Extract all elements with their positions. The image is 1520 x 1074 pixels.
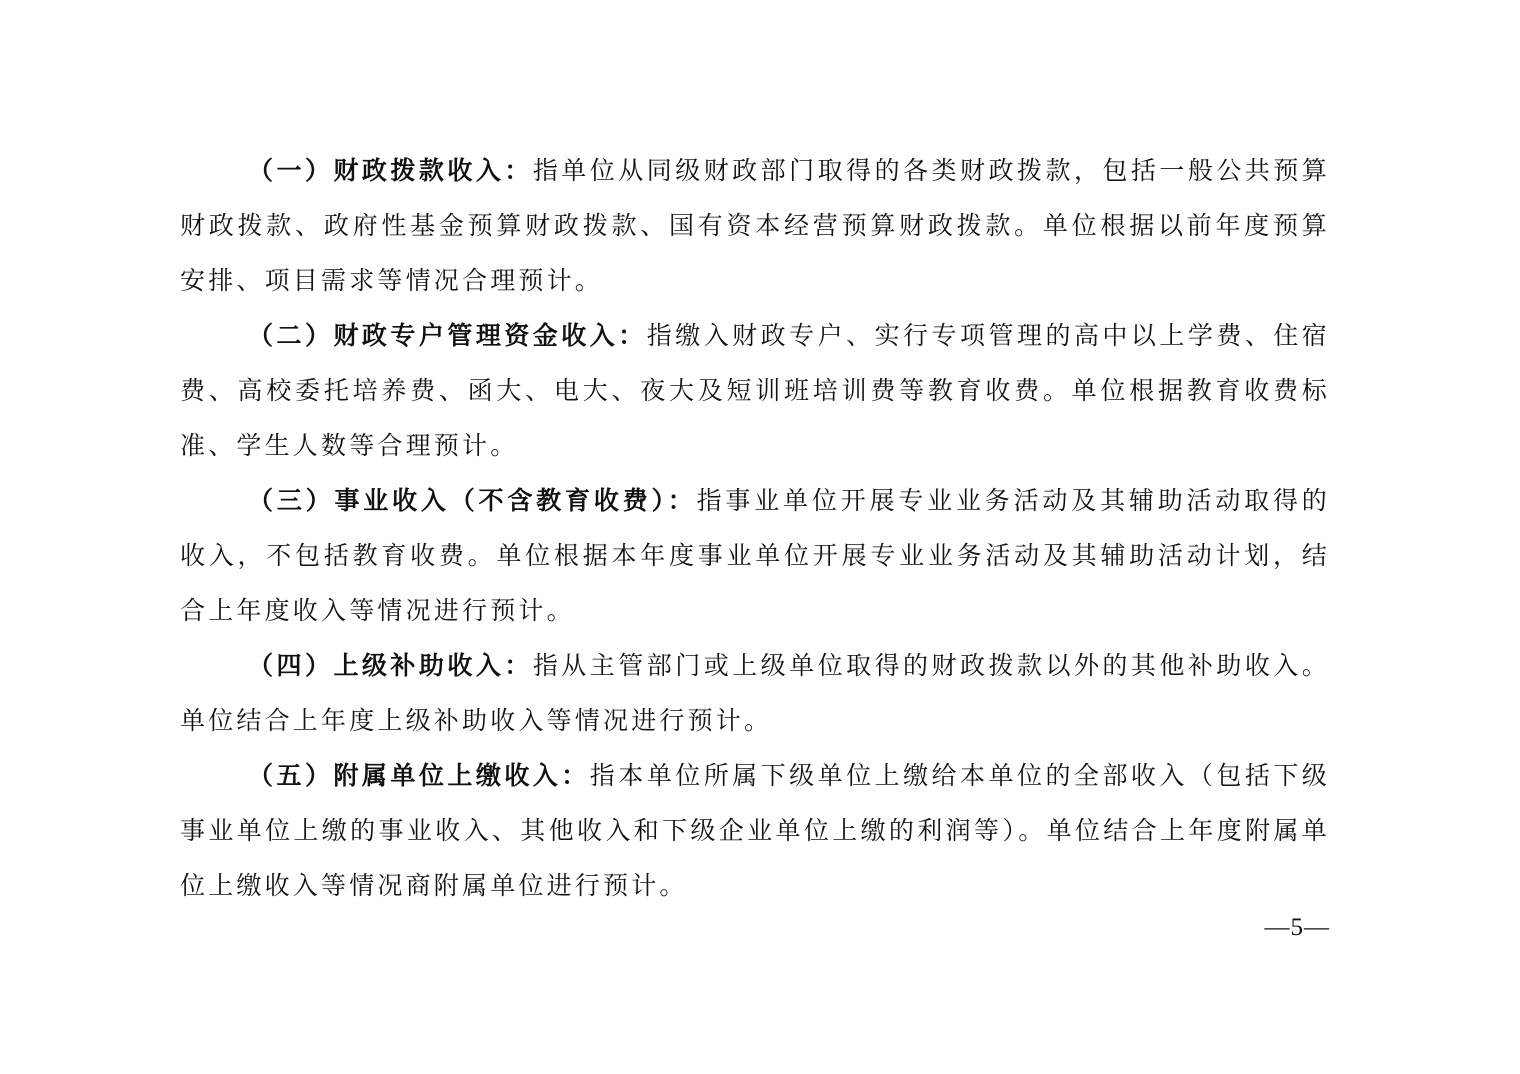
paragraph-text: 指本单位所属下级单位上缴给本单位的全部收入（包括下级事业单位上缴的事业收入、其他收入和下级企业单位上缴的利润等）。单位结合上年度附属单位上缴收入等情况商附属单位进行预计。 <box>180 761 1331 900</box>
paragraph-special-account-fund-income <box>180 308 1330 473</box>
paragraph-heading: （三）事业收入（不含教育收费）： <box>248 486 697 515</box>
paragraph-business-income <box>180 473 1330 638</box>
paragraph-text: 指从主管部门或上级单位取得的财政拨款以外的其他补助收入。单位结合上年度上级补助收入等情况进行预计。 <box>180 651 1330 735</box>
document-body <box>180 143 1330 913</box>
paragraph-heading: （五）附属单位上缴收入： <box>248 761 590 790</box>
paragraph-heading: （二）财政专户管理资金收入： <box>248 321 647 350</box>
paragraph-affiliated-unit-income <box>180 748 1330 913</box>
paragraph-text: 指缴入财政专户、实行专项管理的高中以上学费、住宿费、高校委托培养费、函大、电大、夜大及短训班培训费等教育收费。单位根据教育收费标准、学生人数等合理预计。 <box>180 321 1330 460</box>
paragraph-fiscal-appropriation-income <box>180 143 1330 308</box>
paragraph-text: 指单位从同级财政部门取得的各类财政拨款，包括一般公共预算财政拨款、政府性基金预算财政拨款、国有资本经营预算财政拨款。单位根据以前年度预算安排、项目需求等情况合理预计。 <box>180 156 1330 295</box>
paragraph-superior-subsidy-income <box>180 638 1330 748</box>
paragraph-heading: （一）财政拨款收入： <box>248 156 533 185</box>
paragraph-heading: （四）上级补助收入： <box>248 651 533 680</box>
page-number: —5— <box>1264 914 1330 941</box>
paragraph-text: 指事业单位开展专业业务活动及其辅助活动取得的收入，不包括教育收费。单位根据本年度事业单位开展专业业务活动及其辅助活动计划，结合上年度收入等情况进行预计。 <box>180 486 1331 625</box>
